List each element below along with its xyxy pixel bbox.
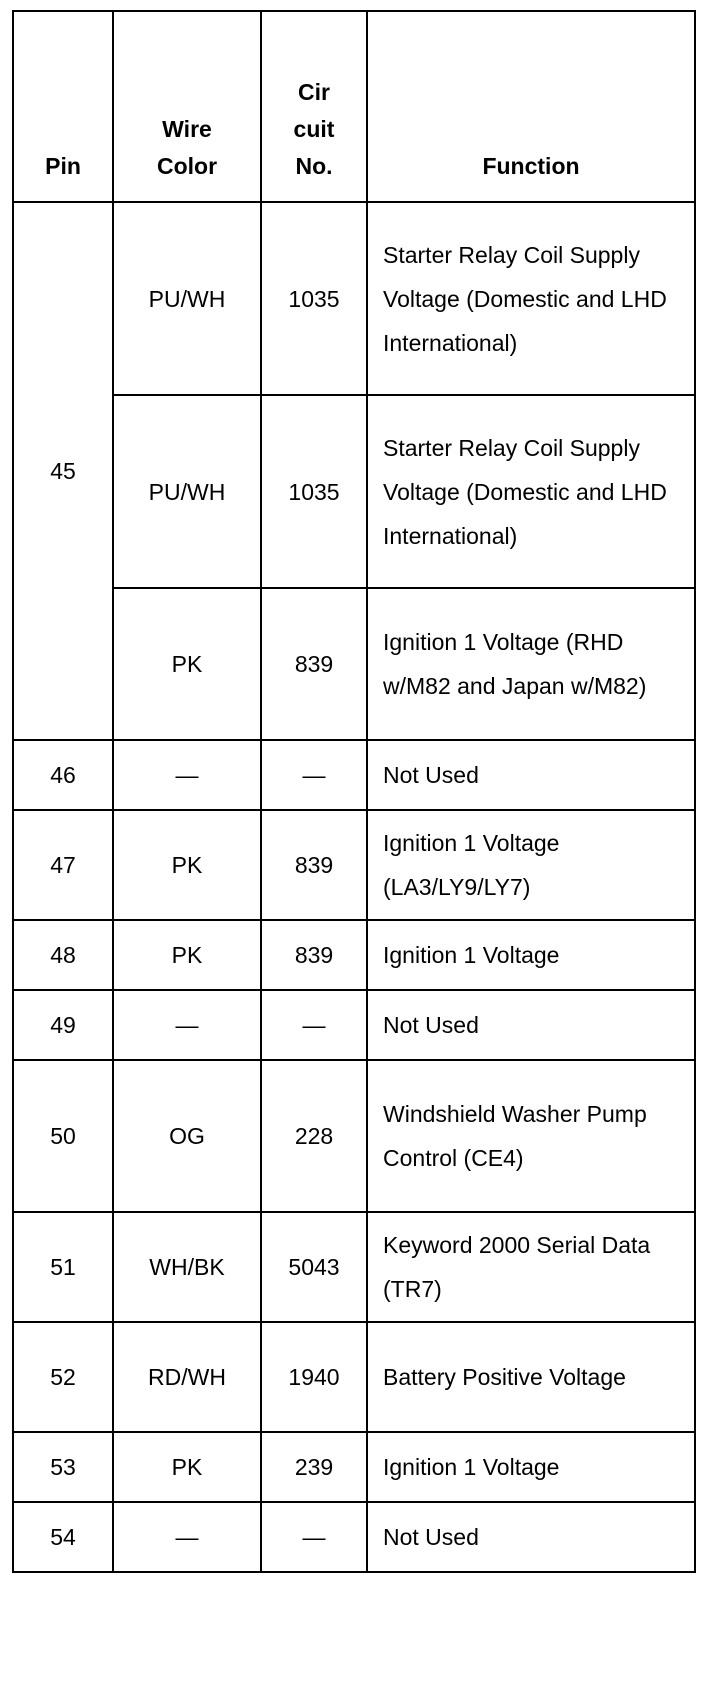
circuit-number-cell: 1035 <box>261 395 367 588</box>
pin-cell: 48 <box>13 920 113 990</box>
circuit-number-cell: 839 <box>261 588 367 740</box>
circuit-number-cell: 5043 <box>261 1212 367 1322</box>
table-row <box>13 740 695 810</box>
function-cell: Starter Relay Coil Supply Voltage (Domestic and LHD International) <box>367 395 695 588</box>
function-cell: Ignition 1 Voltage <box>367 920 695 990</box>
pin-cell: 51 <box>13 1212 113 1322</box>
table-row <box>13 1502 695 1572</box>
wire-color-cell: PU/WH <box>113 395 261 588</box>
pin-table <box>12 10 696 1573</box>
function-cell: Ignition 1 Voltage (RHD w/M82 and Japan w/M82) <box>367 588 695 740</box>
header-wire-color: Wire Color <box>113 11 261 202</box>
table-body <box>13 202 695 1572</box>
circuit-number-cell: 839 <box>261 920 367 990</box>
wire-color-cell: PK <box>113 920 261 990</box>
wire-color-cell: PU/WH <box>113 202 261 395</box>
circuit-number-cell: 1035 <box>261 202 367 395</box>
pin-cell: 45 <box>13 202 113 740</box>
wire-color-cell: — <box>113 1502 261 1572</box>
table-row <box>13 202 695 395</box>
wire-color-cell: RD/WH <box>113 1322 261 1432</box>
header-circuit-number: Cir cuit No. <box>261 11 367 202</box>
function-cell: Battery Positive Voltage <box>367 1322 695 1432</box>
wire-color-cell: PK <box>113 1432 261 1502</box>
function-cell: Keyword 2000 Serial Data (TR7) <box>367 1212 695 1322</box>
pin-cell: 52 <box>13 1322 113 1432</box>
table-row <box>13 1060 695 1212</box>
header-function: Function <box>367 11 695 202</box>
table-row <box>13 588 695 740</box>
pin-cell: 50 <box>13 1060 113 1212</box>
table-row <box>13 810 695 920</box>
pin-cell: 47 <box>13 810 113 920</box>
header-pin: Pin <box>13 11 113 202</box>
circuit-number-cell: — <box>261 990 367 1060</box>
wire-color-cell: — <box>113 740 261 810</box>
wire-color-cell: PK <box>113 810 261 920</box>
function-cell: Ignition 1 Voltage (LA3/LY9/LY7) <box>367 810 695 920</box>
circuit-number-cell: — <box>261 1502 367 1572</box>
table-row <box>13 990 695 1060</box>
circuit-number-cell: 239 <box>261 1432 367 1502</box>
table-row <box>13 1432 695 1502</box>
wire-color-cell: WH/BK <box>113 1212 261 1322</box>
table-row <box>13 920 695 990</box>
header-row <box>13 11 695 202</box>
table-row <box>13 1212 695 1322</box>
wire-color-cell: — <box>113 990 261 1060</box>
function-cell: Windshield Washer Pump Control (CE4) <box>367 1060 695 1212</box>
circuit-number-cell: 839 <box>261 810 367 920</box>
function-cell: Not Used <box>367 740 695 810</box>
function-cell: Starter Relay Coil Supply Voltage (Domestic and LHD International) <box>367 202 695 395</box>
function-cell: Not Used <box>367 1502 695 1572</box>
table-row <box>13 1322 695 1432</box>
function-cell: Not Used <box>367 990 695 1060</box>
pin-cell: 53 <box>13 1432 113 1502</box>
function-cell: Ignition 1 Voltage <box>367 1432 695 1502</box>
circuit-number-cell: — <box>261 740 367 810</box>
wire-color-cell: OG <box>113 1060 261 1212</box>
pin-cell: 49 <box>13 990 113 1060</box>
circuit-number-cell: 1940 <box>261 1322 367 1432</box>
circuit-number-cell: 228 <box>261 1060 367 1212</box>
table-row <box>13 395 695 588</box>
pin-cell: 54 <box>13 1502 113 1572</box>
wire-color-cell: PK <box>113 588 261 740</box>
pin-cell: 46 <box>13 740 113 810</box>
